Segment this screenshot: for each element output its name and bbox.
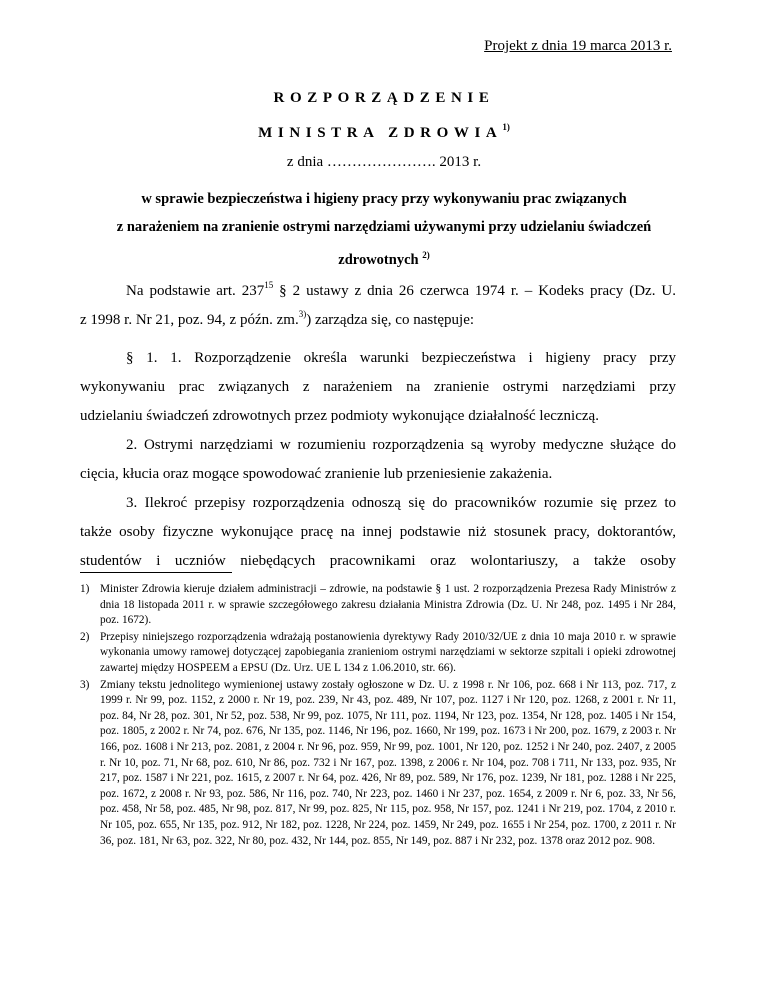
footnote-text: Minister Zdrowia kieruje działem administracji – zdrowie, na podstawie § 1 ust. 2 rozporządzenia Prezesa Rady Ministrów z dnia 18 listopada 2011 r. w sprawie szczegółowego zakresu działania Ministra Zdrowia (Dz. U. Nr 248, poz. 1495 i Nr 284, poz. 1672). — [100, 583, 676, 627]
footnote-number: 1) — [80, 583, 90, 595]
issue-date-line: z dnia …………………. 2013 r. — [286, 154, 482, 170]
authority-name: MINISTRA ZDROWIA — [258, 125, 503, 141]
footnote-item — [80, 678, 676, 850]
footnote-ref-2[interactable]: 2) — [422, 250, 430, 260]
footnote-item — [80, 630, 676, 677]
subject-line: z narażeniem na zranienie ostrymi narzędziami używanymi przy udzielaniu świadczeń — [116, 219, 652, 235]
footnote-text: Zmiany tekstu jednolitego wymienionej ustawy zostały ogłoszone w Dz. U. z 1998 r. Nr 106, poz. 668 i Nr 113, poz. 717, z 1999 r. Nr 99, poz. 1152, z 2000 r. Nr 19, poz. 239, Nr 43, poz. 489, Nr 107, poz. 1127 i Nr 120, poz. 1268, z 2001 r. Nr 11, poz. 84, Nr 28, poz. 301, Nr 52, poz. 538, Nr 99, poz. 1075, Nr 111, poz. 1194, Nr 123, poz. 1354, Nr 128, poz. 1405 i Nr 154, poz. 1805, z 2002 r. Nr 74, poz. 676, Nr 135, poz. 1146, Nr 196, poz. 1660, Nr 199, poz. 1673 i Nr 200, poz. 1679, z 2003 r. Nr 166, poz. 1608 i Nr 213, poz. 2081, z 2004 r. Nr 96, poz. 959, Nr 99, poz. 1001, Nr 120, poz. 1252 i Nr 240, poz. 2407, z 2005 r. Nr 10, poz. 71, Nr 68, poz. 610, Nr 86, poz. 732 i Nr 167, poz. 1398, z 2006 r. Nr 104, poz. 708 i 711, Nr 133, poz. 935, Nr 217, poz. 1587 i Nr 221, poz. 1615, z 2007 r. Nr 64, poz. 426, Nr 89, poz. 589, Nr 176, poz. 1239, Nr 181, poz. 1288 i Nr 225, poz. 1672, z 2008 r. Nr 93, poz. 586, Nr 116, poz. 740, Nr 223, poz. 1460 i Nr 237, poz. 1654, z 2009 r. Nr 6, poz. 33, Nr 56, poz. 458, Nr 58, poz. 485, Nr 98, poz. 817, Nr 99, poz. 825, Nr 115, poz. 958, Nr 157, poz. 1241 i Nr 219, poz. 1704, z 2010 r. Nr 105, poz. 655, Nr 135, poz. 912, Nr 182, poz. 1228, Nr 224, poz. 1459, Nr 249, poz. 1655 i Nr 254, poz. 1700, z 2011 r. Nr 36, poz. 181, Nr 63, poz. 322, Nr 80, poz. 432, Nr 144, poz. 855, Nr 149, poz. 887 i Nr 232, poz. 1378 oraz 2012 poz. 908. — [100, 678, 676, 847]
footnote-number: 3) — [80, 678, 90, 691]
section-1-paragraph-2: 2. Ostrymi narzędziami w rozumieniu rozporządzenia są wyroby medyczne służące do cięcia, kłucia oraz mogące spowodować zranienie lub przeniesienie zakażenia. — [80, 437, 676, 482]
footnote-ref-3[interactable]: 3) — [298, 309, 307, 319]
issuing-authority — [0, 122, 768, 142]
subject-line: zdrowotnych $^{2)}$ — [338, 250, 430, 268]
section-1-paragraph-1: § 1. 1. Rozporządzenie określa warunki bezpieczeństwa i higieny pracy przy wykonywaniu prac związanych z narażeniem na zranienie ostrymi narzędziami przy udzielaniu świadczeń zdrowotnych przez podmioty wykonujące działalność leczniczą. — [80, 350, 676, 424]
legal-basis-continuation: z 1998 r. Nr 21, poz. 94, z późn. zm.$^{3)}$) zarządza się, co następuje: — [80, 309, 475, 328]
footnotes — [80, 582, 676, 850]
subject-line: w sprawie bezpieczeństwa i higieny pracy przy wykonywaniu prac związanych — [141, 191, 627, 207]
footnote-separator — [80, 572, 232, 573]
legal-basis-paragraph: Na podstawie art. $237^{15}$ § 2 ustawy z dnia 26 czerwca 1974 r. – Kodeks pracy (Dz. U. — [126, 280, 676, 299]
section-1-paragraph-3: 3. Ilekroć przepisy rozporządzenia odnoszą się do pracowników rozumie się przez to także osoby fizyczne wykonujące pracę na innej podstawie niż stosunek pracy, doktorantów, studentów i uczniów niebędących pracownikami oraz wolontariuszy, a także osoby — [80, 495, 676, 569]
footnote-number: 2) — [80, 630, 90, 643]
project-date: Projekt z dnia 19 marca 2013 r. — [484, 38, 672, 54]
document-type-title: ROZPORZĄDZENIE — [273, 90, 495, 106]
footnote-ref-1[interactable]: 1) — [502, 122, 510, 132]
article-superscript: 15 — [264, 280, 274, 290]
regulation-subject — [60, 185, 708, 274]
footnote-text: Przepisy niniejszego rozporządzenia wdrażają postanowienia dyrektywy Rady 2010/32/UE z dnia 10 maja 2010 r. w sprawie wykonania umowy ramowej dotyczącej zapobiegania zranieniom ostrymi narzędziami w sektorze szpitali i opieki zdrowotnej zawartej między HOSPEEM a EPSU (Dz. Urz. UE L 134 z 1.06.2010, str. 66). — [100, 630, 676, 674]
footnote-item — [80, 582, 676, 629]
